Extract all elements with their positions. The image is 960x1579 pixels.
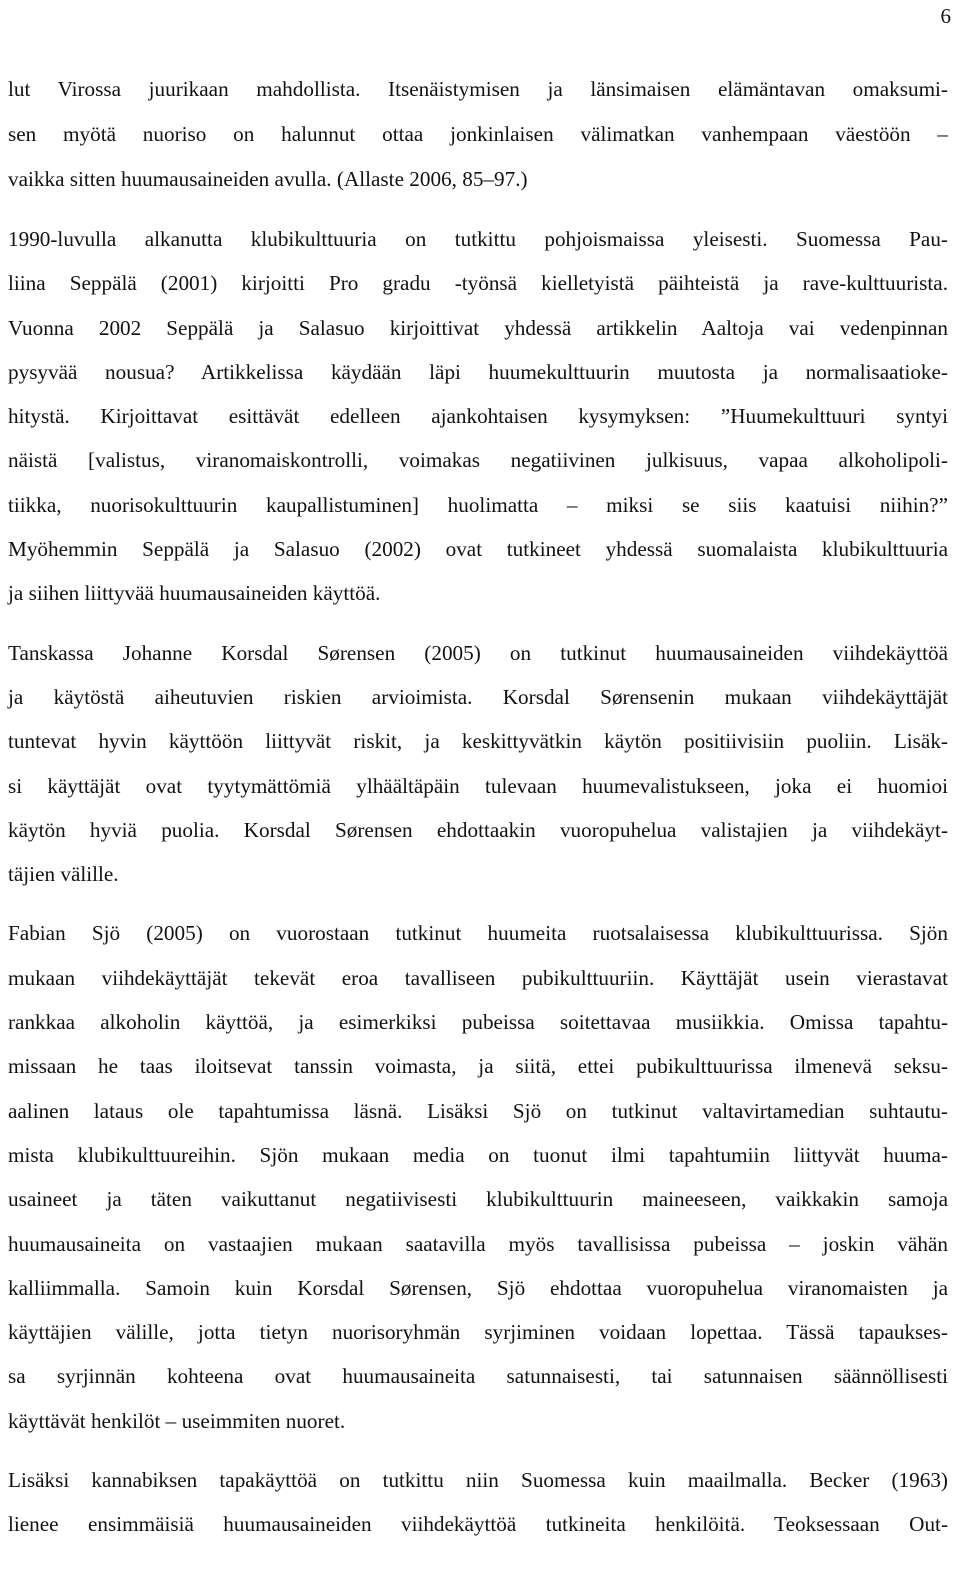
text-line: 1990-luvulla alkanutta klubikulttuuria on tutkittu pohjoismaissa yleisesti. Suomessa Pau- <box>8 227 948 251</box>
page-number: 6 <box>940 4 951 28</box>
document-body <box>8 67 948 1547</box>
text-line: käytön hyviä puolia. Korsdal Sørensen ehdottaakin vuoropuhelua valistajien ja viihdekäyt- <box>8 817 948 842</box>
paragraph-2 <box>8 217 948 616</box>
text-line: aalinen lataus ole tapahtumissa läsnä. Lisäksi Sjö on tutkinut valtavirtamedian suhtautu- <box>8 1098 948 1123</box>
text-line: ja siihen liittyvää huumausaineiden käyttöä. <box>8 581 381 606</box>
text-line: käyttäjien välille, jotta tietyn nuorisoryhmän syrjiminen voidaan lopettaa. Tässä tapaukses- <box>8 1320 948 1345</box>
text-line: vaikka sitten huumausaineiden avulla. (Allaste 2006, 85–97.) <box>8 167 528 191</box>
text-line: ja käytöstä aiheutuvien riskien arvioimista. Korsdal Sørensenin mukaan viihdekäyttäjät <box>8 684 948 709</box>
text-line: mista klubikulttuureihin. Sjön mukaan media on tuonut ilmi tapahtumiin liittyvät huuma- <box>8 1142 948 1167</box>
text-line: usaineet ja täten vaikuttanut negatiivisesti klubikulttuurin maineeseen, vaikkakin samoja <box>8 1187 948 1212</box>
text-line: liina Seppälä (2001) kirjoitti Pro gradu -työnsä kielletyistä päihteistä ja rave-kulttuurista. <box>8 271 948 296</box>
text-line: tiikka, nuorisokulttuurin kaupallistuminen] huolimatta – miksi se siis kaatuisi niihin?” <box>8 492 948 517</box>
text-line: huumausaineita on vastaajien mukaan saatavilla myös tavallisissa pubeissa – joskin vähän <box>8 1231 948 1256</box>
text-line: täjien välille. <box>8 862 119 887</box>
text-line: mukaan viihdekäyttäjät tekevät eroa tavalliseen pubikulttuuriin. Käyttäjät usein vierastavat <box>8 965 948 990</box>
text-line: Vuonna 2002 Seppälä ja Salasuo kirjoittivat yhdessä artikkelin Aaltoja vai vedenpinnan <box>8 315 948 340</box>
text-line: pysyvää nousua? Artikkelissa käydään läpi huumekulttuurin muutosta ja normalisaatioke- <box>8 359 948 384</box>
paragraph-3 <box>8 631 948 897</box>
text-line: rankkaa alkoholin käyttöä, ja esimerkiksi pubeissa soitettavaa musiikkia. Omissa tapahtu- <box>8 1010 948 1035</box>
text-line: käyttävät henkilöt – useimmiten nuoret. <box>8 1408 346 1433</box>
text-line: lienee ensimmäisiä huumausaineiden viihdekäyttöä tutkineita henkilöitä. Teoksessaan Out- <box>8 1512 948 1537</box>
text-line: lut Virossa juurikaan mahdollista. Itsenäistymisen ja länsimaisen elämäntavan omaksumi- <box>8 77 948 101</box>
text-line: Tanskassa Johanne Korsdal Sørensen (2005) on tutkinut huumausaineiden viihdekäyttöä <box>8 640 948 665</box>
text-line: Lisäksi kannabiksen tapakäyttöä on tutkittu niin Suomessa kuin maailmalla. Becker (1963) <box>8 1468 948 1493</box>
text-line: kalliimmalla. Samoin kuin Korsdal Sørensen, Sjö ehdottaa vuoropuhelua viranomaisten ja <box>8 1275 948 1300</box>
paragraph-1 <box>8 67 948 202</box>
text-line: si käyttäjät ovat tyytymättömiä ylhäältäpäin tulevaan huumevalistukseen, joka ei huomioi <box>8 773 948 798</box>
text-line: missaan he taas iloitsevat tanssin voimasta, ja siitä, ettei pubikulttuurissa ilmenevä seksu- <box>8 1054 948 1079</box>
paragraph-4 <box>8 911 948 1443</box>
text-line: hitystä. Kirjoittavat esittävät edelleen ajankohtaisen kysymyksen: ”Huumekulttuuri syntyi <box>8 404 948 429</box>
text-line: näistä [valistus, viranomaiskontrolli, voimakas negatiivinen julkisuus, vapaa alkoholipoli- <box>8 448 948 473</box>
text-line: Fabian Sjö (2005) on vuorostaan tutkinut huumeita ruotsalaisessa klubikulttuurissa. Sjön <box>8 921 948 946</box>
text-line: tuntevat hyvin käyttöön liittyvät riskit, ja keskittyvätkin käytön positiivisiin puoliin. Lisäk- <box>8 729 948 754</box>
paragraph-5 <box>8 1458 948 1547</box>
text-line: Myöhemmin Seppälä ja Salasuo (2002) ovat tutkineet yhdessä suomalaista klubikulttuuria <box>8 537 948 562</box>
text-line: sa syrjinnän kohteena ovat huumausaineita satunnaisesti, tai satunnaisen säännöllisesti <box>8 1364 948 1389</box>
text-line: sen myötä nuoriso on halunnut ottaa jonkinlaisen välimatkan vanhempaan väestöön – <box>8 122 948 146</box>
